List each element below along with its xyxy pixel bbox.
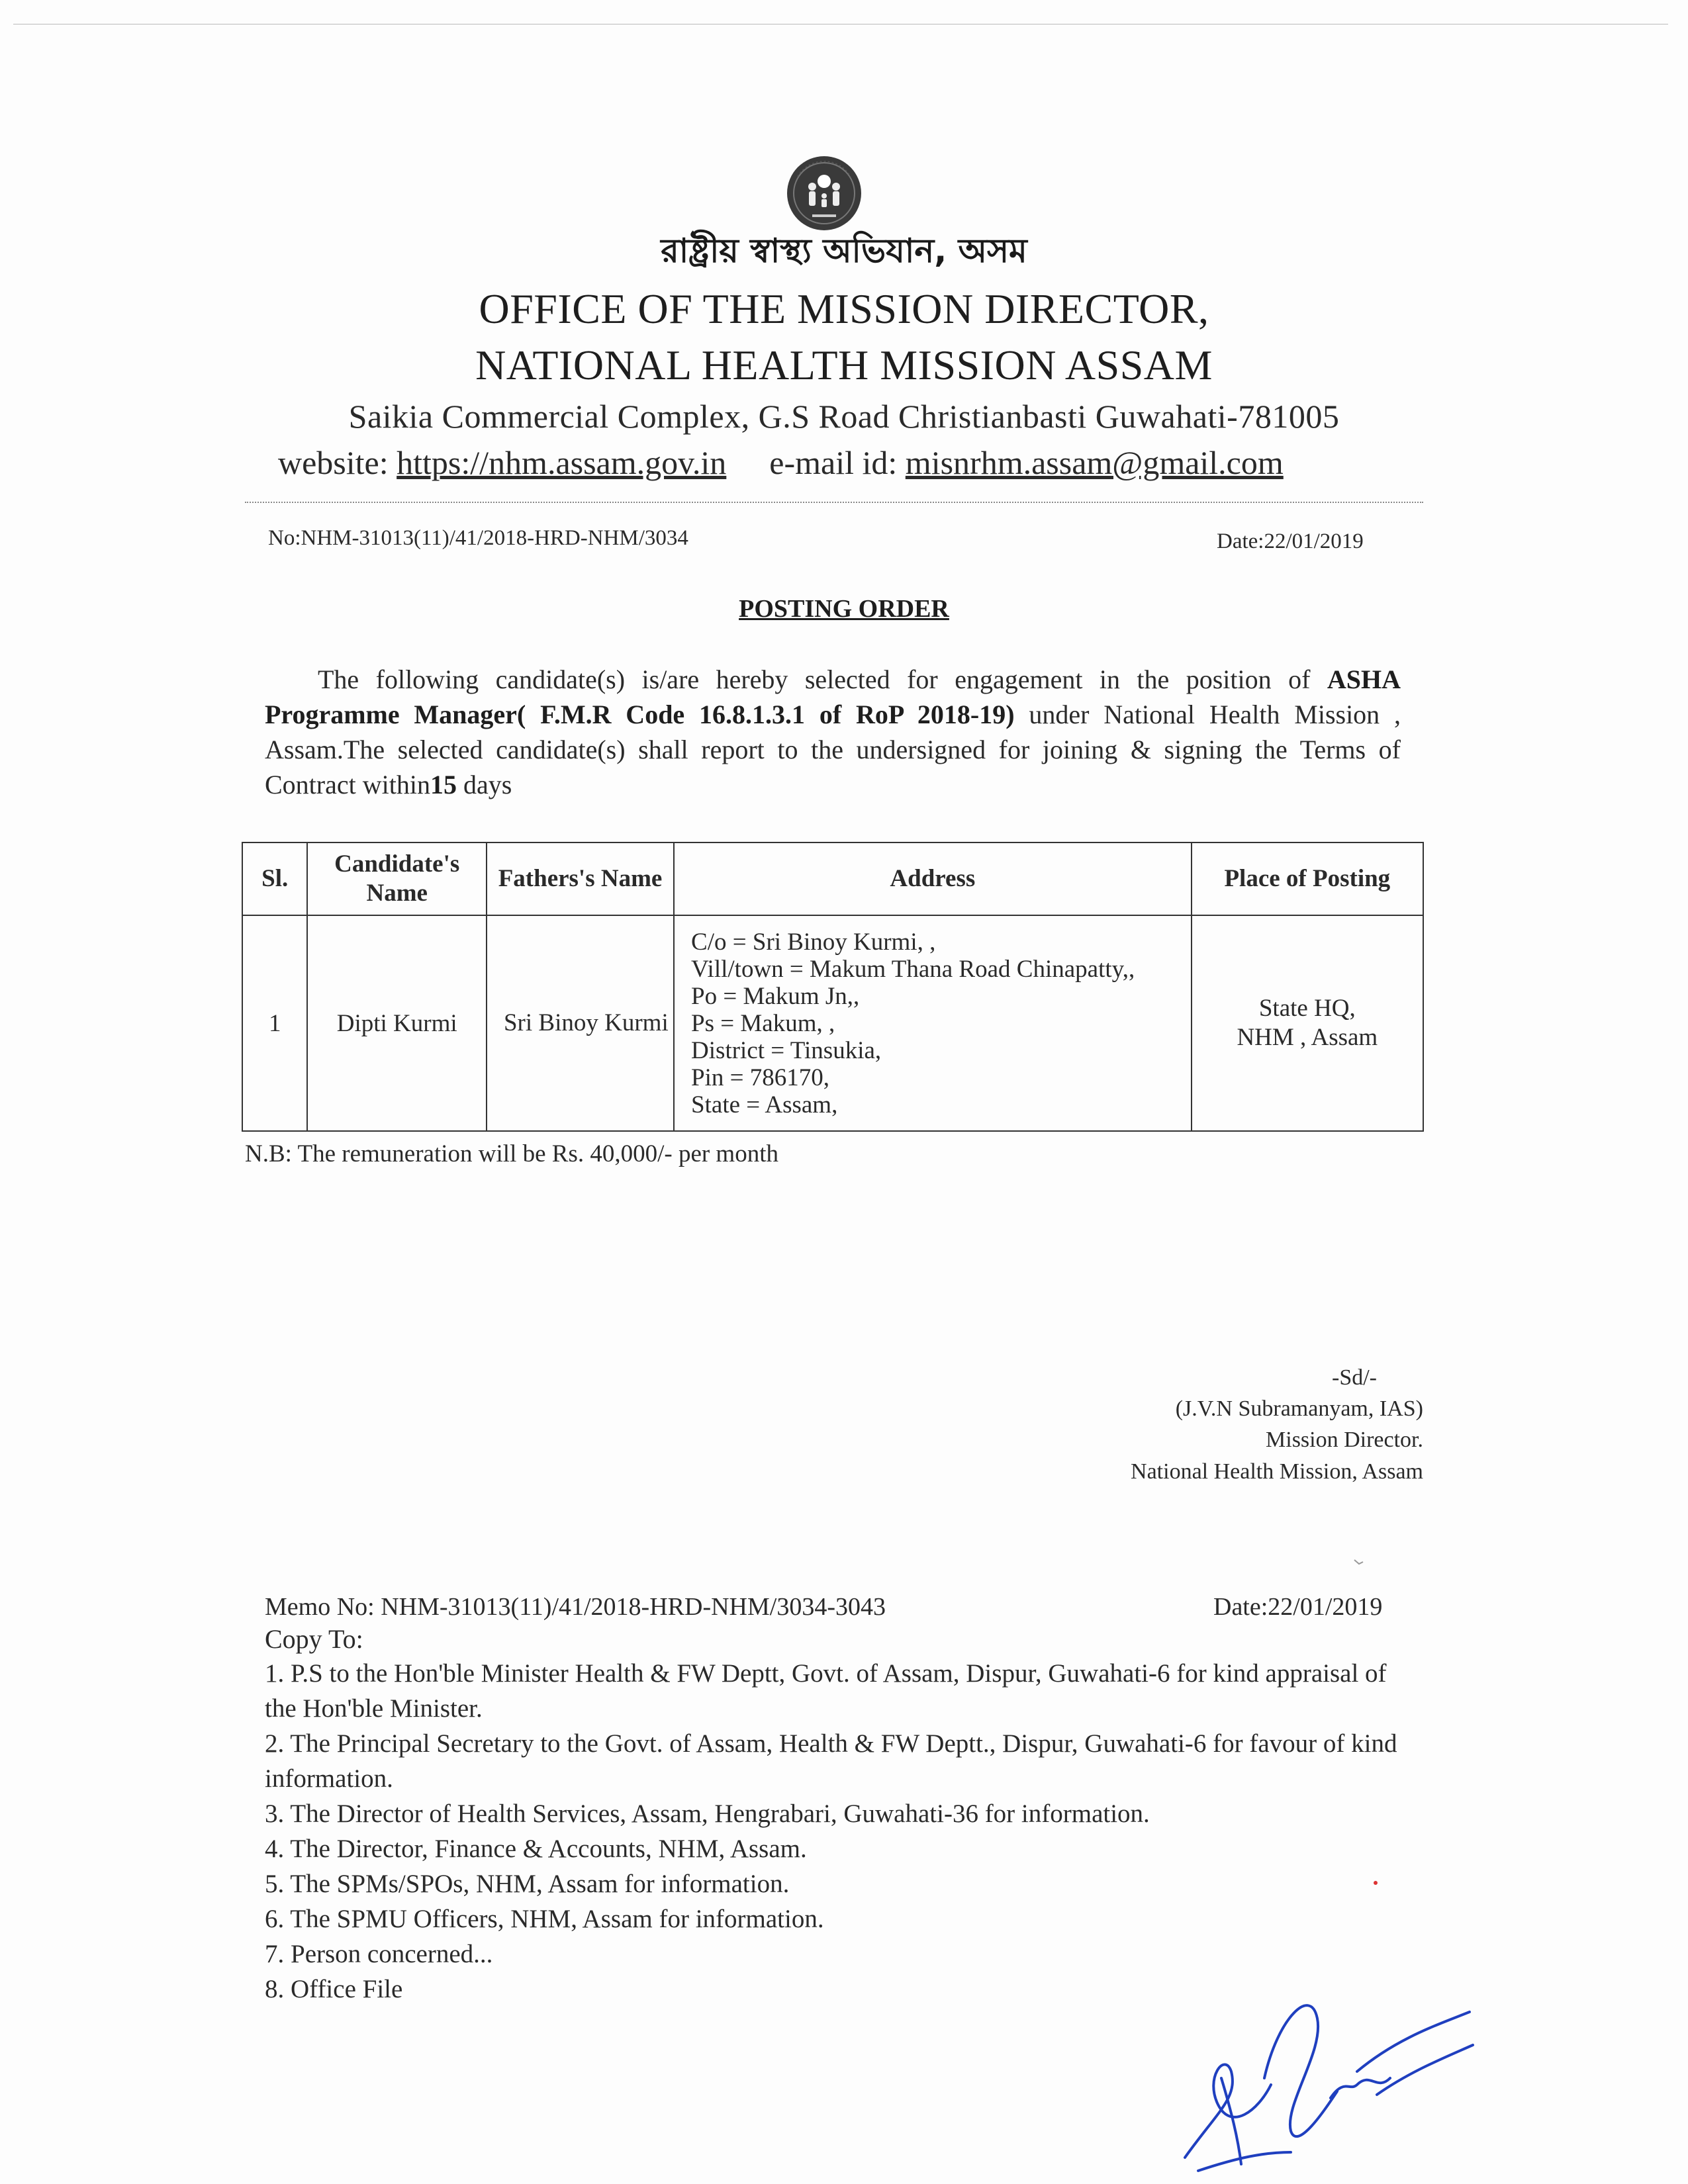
signature-sd: -Sd/-	[1332, 1365, 1377, 1390]
address-line: Ps = Makum, ,	[691, 1009, 835, 1037]
address-line: Vill/town = Makum Thana Road Chinapatty,,	[691, 955, 1135, 983]
email-link[interactable]: misnrhm.assam@gmail.com	[905, 444, 1284, 481]
body-text-part1: The following candidate(s) is/are hereby selected for engagement in the position of	[318, 664, 1311, 694]
cell-address	[674, 915, 1192, 1131]
website-label: website:	[278, 444, 389, 481]
header-fathers-name: Fathers's Name	[487, 842, 674, 915]
list-item: 7. Person concerned...	[265, 1940, 493, 1968]
table-row	[242, 915, 1423, 1131]
scan-dot	[1374, 1881, 1378, 1885]
header-candidate-name: Candidate's Name	[307, 842, 487, 915]
signatory-title: Mission Director.	[1266, 1428, 1423, 1452]
handwritten-signature-icon	[1158, 1979, 1476, 2177]
memo-date: Date:22/01/2019	[1213, 1593, 1383, 1621]
office-title-line2: NATIONAL HEALTH MISSION ASSAM	[475, 341, 1213, 388]
reference-number: No:NHM-31013(11)/41/2018-HRD-NHM/3034	[268, 526, 688, 550]
scan-mark	[1354, 1559, 1364, 1565]
header-sl: Sl.	[242, 842, 307, 915]
cell-place-of-posting	[1192, 915, 1423, 1131]
signatory-organization: National Health Mission, Assam	[1131, 1459, 1423, 1484]
office-address: Saikia Commercial Complex, G.S Road Christianbasti Guwahati-781005	[348, 398, 1340, 435]
address-line: Pin = 786170,	[691, 1064, 830, 1091]
copy-to-list	[265, 1656, 1403, 2007]
list-item: 6. The SPMU Officers, NHM, Assam for information.	[265, 1905, 824, 1933]
cell-fathers-name: Sri Binoy Kurmi	[487, 915, 674, 1131]
body-text-part3: days	[463, 770, 512, 799]
document-title: POSTING ORDER	[739, 595, 949, 623]
list-item: 1. P.S to the Hon'ble Minister Health & FW Deptt, Govt. of Assam, Dispur, Guwahati-6 for kind appraisal of the Hon'ble Minister.	[265, 1659, 1387, 1723]
list-item: 5. The SPMs/SPOs, NHM, Assam for information.	[265, 1870, 790, 1898]
body-paragraph	[265, 662, 1401, 802]
address-line: C/o = Sri Binoy Kurmi, ,	[691, 928, 936, 956]
address-line: Po = Makum Jn,,	[691, 982, 860, 1010]
signatory-name: (J.V.N Subramanyam, IAS)	[1175, 1396, 1423, 1421]
memo-number: Memo No: NHM-31013(11)/41/2018-HRD-NHM/3034-3043	[265, 1593, 886, 1621]
remuneration-note: N.B: The remuneration will be Rs. 40,000/- per month	[245, 1140, 778, 1167]
copy-to-label: Copy To:	[265, 1624, 363, 1654]
list-item: 4. The Director, Finance & Accounts, NHM, Assam.	[265, 1835, 807, 1863]
address-line: District = Tinsukia,	[691, 1036, 882, 1064]
list-item: 2. The Principal Secretary to the Govt. of Assam, Health & FW Deptt., Dispur, Guwahati-6 for favour of kind information.	[265, 1729, 1397, 1793]
office-title-line1: OFFICE OF THE MISSION DIRECTOR,	[479, 285, 1209, 332]
position-name: ASHA Programme Manager( F.M.R Code 16.8.1.3.1 of RoP 2018-19)	[265, 664, 1401, 729]
address-line: State = Assam,	[691, 1091, 838, 1118]
cell-sl: 1	[242, 915, 307, 1131]
header-address: Address	[674, 842, 1192, 915]
list-item: 3. The Director of Health Services, Assam, Hengrabari, Guwahati-36 for information.	[265, 1799, 1150, 1828]
contact-line	[278, 443, 1284, 482]
email-label: e-mail id:	[769, 444, 898, 481]
list-item: 8. Office File	[265, 1975, 403, 2003]
cell-candidate-name: Dipti Kurmi	[307, 915, 487, 1131]
place-line2: NHM , Assam	[1237, 1024, 1378, 1051]
body-text-part2: under National Health Mission , Assam.The selected candidate(s) shall report to the undersigned for joining & signing the Terms of Contract within	[265, 700, 1401, 799]
place-line1: State HQ,	[1258, 995, 1356, 1022]
table-header-row	[242, 842, 1423, 915]
bengali-heading: রাষ্ট্ৰীয় স্বাস্থ্য অভিযান, অসম	[661, 232, 1027, 270]
reference-date: Date:22/01/2019	[1217, 529, 1364, 553]
website-link[interactable]: https://nhm.assam.gov.in	[397, 444, 727, 481]
header-divider	[245, 502, 1423, 503]
posting-table	[242, 842, 1424, 1132]
header-place-of-posting: Place of Posting	[1192, 842, 1423, 915]
joining-days: 15	[430, 770, 457, 799]
